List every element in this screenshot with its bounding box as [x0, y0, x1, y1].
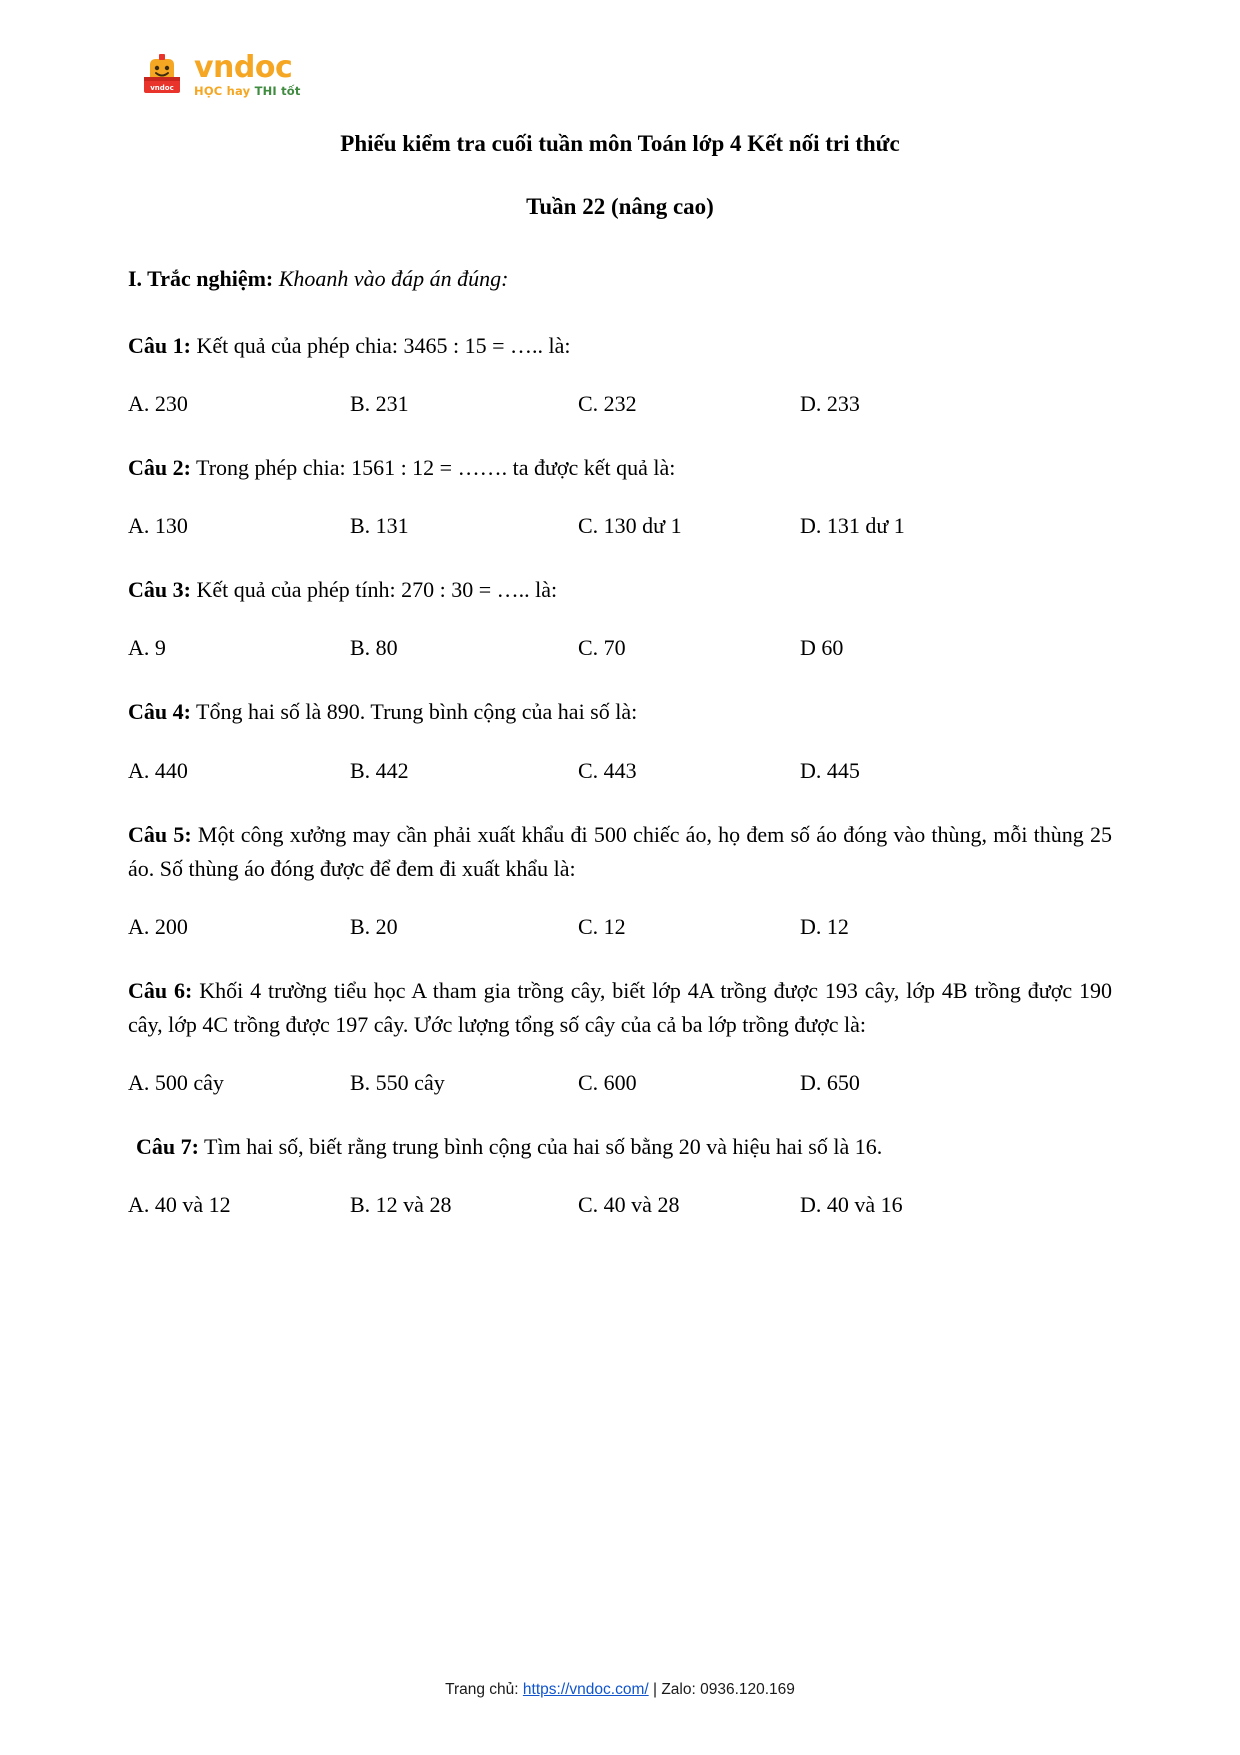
- option-c[interactable]: C. 70: [578, 635, 626, 661]
- question-number: Câu 4:: [128, 699, 191, 725]
- question-body: Kết quả của phép tính: 270 : 30 = ….. là:: [190, 577, 558, 603]
- question-number: Câu 2:: [128, 455, 191, 481]
- question-block: [128, 329, 1112, 417]
- answer-options: [128, 635, 1112, 661]
- option-a[interactable]: A. 440: [128, 757, 188, 783]
- question-block: [128, 451, 1112, 539]
- option-c[interactable]: C. 600: [578, 1069, 637, 1095]
- answer-options: [128, 1070, 1112, 1096]
- question-body: Kết quả của phép chia: 3465 : 15 = ….. là:: [190, 333, 571, 359]
- question-body: Tổng hai số là 890. Trung bình cộng của hai số là:: [190, 699, 638, 725]
- answer-options: [128, 914, 1112, 940]
- question-body: Tìm hai số, biết rằng trung bình cộng của hai số bằng 20 và hiệu hai số là 16.: [198, 1133, 883, 1159]
- option-d[interactable]: D. 445: [800, 757, 860, 783]
- option-c[interactable]: C. 40 và 28: [578, 1192, 680, 1218]
- option-b[interactable]: B. 442: [350, 757, 409, 783]
- question-body: Một công xưởng may cần phải xuất khẩu đi 500 chiếc áo, họ đem số áo đóng vào thùng, mỗi thùng 25 áo. Số thùng áo đóng được để đem đi xuất khẩu là:: [128, 821, 1113, 881]
- question-text: [128, 329, 1112, 363]
- question-block: [128, 974, 1112, 1096]
- option-c[interactable]: C. 443: [578, 757, 637, 783]
- site-logo[interactable]: [138, 40, 1112, 110]
- option-d[interactable]: D. 131 dư 1: [800, 513, 905, 539]
- question-block: [128, 573, 1112, 661]
- question-block: [128, 695, 1112, 783]
- svg-text:vndoc: vndoc: [150, 84, 174, 92]
- logo-tagline: [194, 83, 301, 98]
- question-body: Khối 4 trường tiểu học A tham gia trồng cây, biết lớp 4A trồng được 193 cây, lớp 4B trồng được 190 cây, lớp 4C trồng được 197 cây. Ước lượng tổng số cây của cả ba lớp trồng được là:: [128, 977, 1112, 1037]
- option-c[interactable]: C. 130 dư 1: [578, 513, 682, 539]
- question-text: [128, 695, 1112, 729]
- option-d[interactable]: D 60: [800, 635, 844, 661]
- logo-tagline-part2: THI tốt: [254, 83, 301, 98]
- answer-options: [128, 391, 1112, 417]
- question-number: Câu 7:: [136, 1133, 199, 1159]
- option-c[interactable]: C. 12: [578, 913, 626, 939]
- option-b[interactable]: B. 231: [350, 391, 409, 417]
- question-text: [128, 573, 1112, 607]
- option-b[interactable]: B. 12 và 28: [350, 1192, 452, 1218]
- option-d[interactable]: D. 233: [800, 391, 860, 417]
- page-footer: [0, 1681, 1240, 1699]
- option-d[interactable]: D. 40 và 16: [800, 1192, 903, 1218]
- footer-homepage-link[interactable]: https://vndoc.com/: [522, 1681, 649, 1698]
- question-text: [128, 974, 1112, 1042]
- answer-options: [128, 1192, 1112, 1218]
- logo-tagline-part1: HỌC hay: [194, 83, 251, 98]
- question-text: [128, 451, 1112, 485]
- page-title: Phiếu kiểm tra cuối tuần môn Toán lớp 4 Kết nối tri thức: [340, 131, 900, 156]
- section-instruction: Khoanh vào đáp án đúng:: [278, 266, 509, 292]
- question-number: Câu 1:: [128, 333, 191, 359]
- option-c[interactable]: C. 232: [578, 391, 637, 417]
- option-d[interactable]: D. 650: [800, 1069, 860, 1095]
- question-text: [128, 1130, 1112, 1164]
- option-b[interactable]: B. 131: [350, 513, 409, 539]
- question-number: Câu 3:: [128, 577, 191, 603]
- answer-options: [128, 758, 1112, 784]
- option-a[interactable]: A. 40 và 12: [128, 1192, 231, 1218]
- footer-suffix: | Zalo: 0936.120.169: [648, 1681, 795, 1698]
- option-a[interactable]: A. 130: [128, 513, 188, 539]
- question-body: Trong phép chia: 1561 : 12 = ……. ta được kết quả là:: [190, 455, 676, 481]
- option-b[interactable]: B. 550 cây: [350, 1069, 445, 1095]
- question-number: Câu 6:: [128, 977, 193, 1003]
- option-a[interactable]: A. 200: [128, 913, 188, 939]
- option-a[interactable]: A. 9: [128, 635, 166, 661]
- section-heading: [128, 262, 1112, 295]
- vndoc-logo-icon: [138, 51, 186, 99]
- option-a[interactable]: A. 500 cây: [128, 1069, 224, 1095]
- option-b[interactable]: B. 20: [350, 913, 398, 939]
- question-text: [128, 818, 1112, 886]
- option-d[interactable]: D. 12: [800, 913, 849, 939]
- page-subtitle: Tuần 22 (nâng cao): [526, 194, 714, 220]
- question-block: [128, 818, 1112, 940]
- footer-prefix: Trang chủ:: [445, 1681, 523, 1698]
- answer-options: [128, 513, 1112, 539]
- question-block: [128, 1130, 1112, 1218]
- section-label: I. Trắc nghiệm:: [128, 266, 274, 292]
- option-b[interactable]: B. 80: [350, 635, 398, 661]
- logo-wordmark: vndoc: [194, 49, 293, 85]
- option-a[interactable]: A. 230: [128, 391, 188, 417]
- question-number: Câu 5:: [128, 821, 192, 847]
